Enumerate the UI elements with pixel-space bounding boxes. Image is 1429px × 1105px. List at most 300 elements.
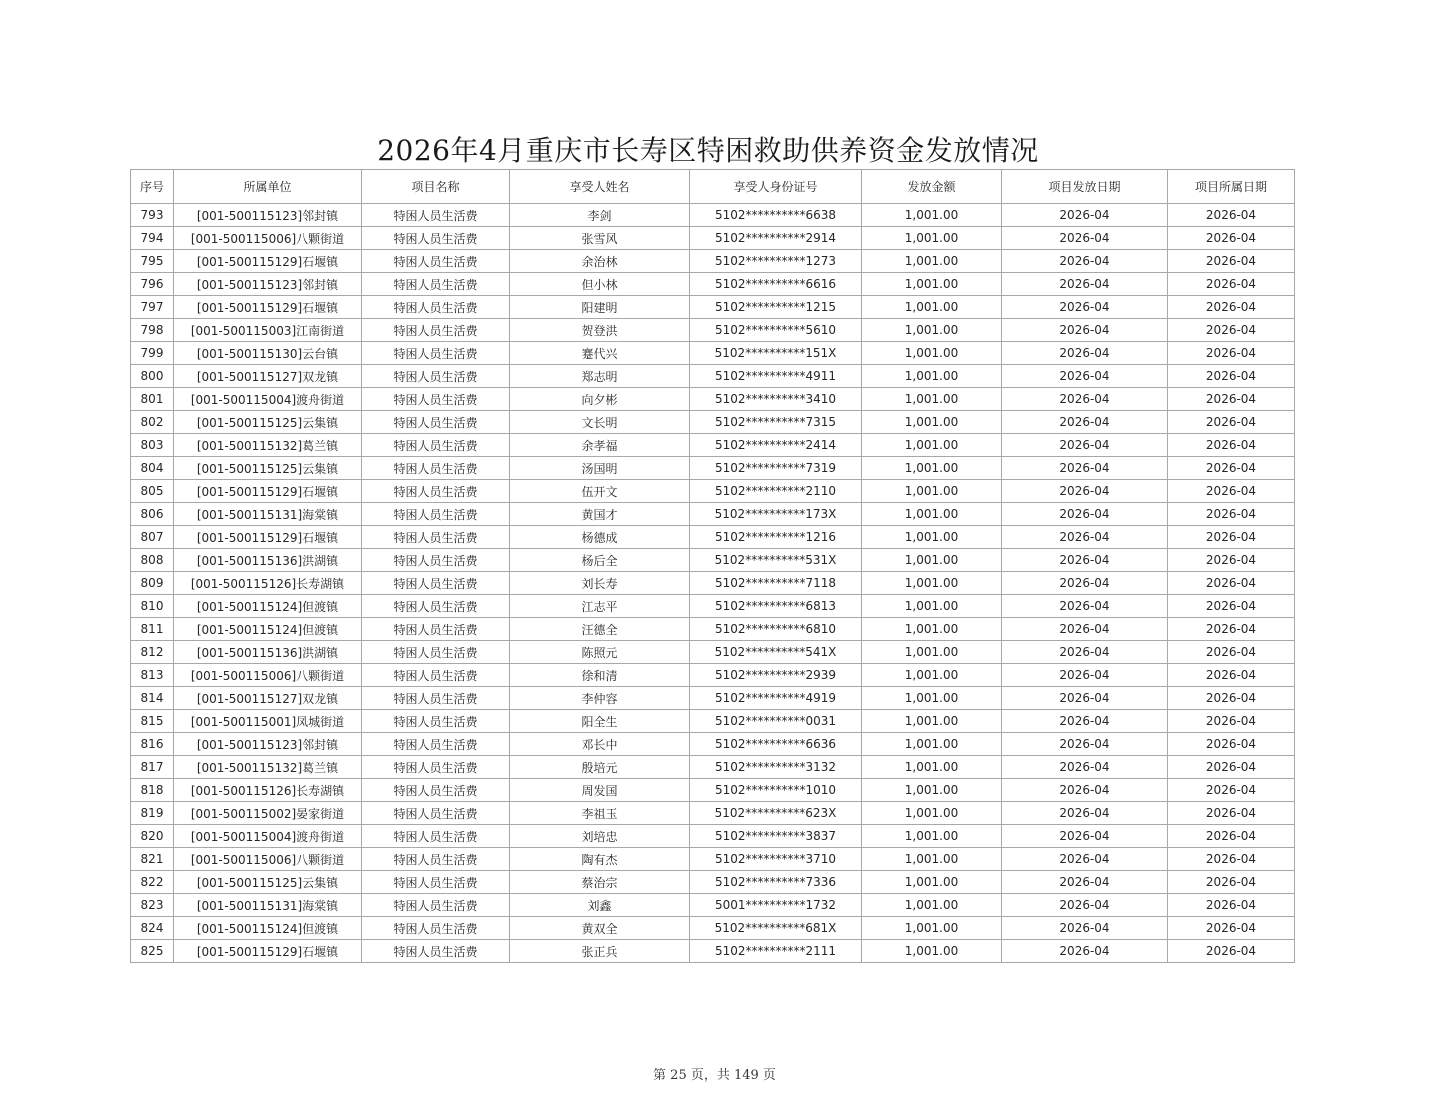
cell-unit: [001-500115124]但渡镇 [174, 917, 362, 940]
cell-amount: 1,001.00 [862, 273, 1002, 296]
cell-id-number: 5102**********3710 [690, 848, 862, 871]
cell-id-number: 5102**********623X [690, 802, 862, 825]
column-header-index: 序号 [131, 170, 174, 204]
cell-id-number: 5102**********7315 [690, 411, 862, 434]
cell-project: 特困人员生活费 [362, 319, 510, 342]
cell-name: 李仲容 [510, 687, 690, 710]
cell-index: 810 [131, 595, 174, 618]
table-row [131, 204, 1295, 227]
cell-project: 特困人员生活费 [362, 894, 510, 917]
cell-period-date: 2026-04 [1168, 595, 1295, 618]
cell-project: 特困人员生活费 [362, 779, 510, 802]
cell-period-date: 2026-04 [1168, 365, 1295, 388]
cell-name: 李祖玉 [510, 802, 690, 825]
cell-period-date: 2026-04 [1168, 802, 1295, 825]
cell-project: 特困人员生活费 [362, 940, 510, 963]
cell-project: 特困人员生活费 [362, 250, 510, 273]
cell-index: 808 [131, 549, 174, 572]
cell-id-number: 5102**********2914 [690, 227, 862, 250]
cell-id-number: 5102**********3132 [690, 756, 862, 779]
table-row [131, 894, 1295, 917]
cell-period-date: 2026-04 [1168, 664, 1295, 687]
cell-id-number: 5102**********7118 [690, 572, 862, 595]
cell-id-number: 5102**********1215 [690, 296, 862, 319]
cell-amount: 1,001.00 [862, 871, 1002, 894]
cell-amount: 1,001.00 [862, 664, 1002, 687]
table-row [131, 227, 1295, 250]
cell-unit: [001-500115125]云集镇 [174, 457, 362, 480]
cell-period-date: 2026-04 [1168, 526, 1295, 549]
cell-project: 特困人员生活费 [362, 457, 510, 480]
cell-index: 822 [131, 871, 174, 894]
cell-index: 802 [131, 411, 174, 434]
cell-amount: 1,001.00 [862, 641, 1002, 664]
cell-unit: [001-500115132]葛兰镇 [174, 756, 362, 779]
cell-period-date: 2026-04 [1168, 457, 1295, 480]
cell-period-date: 2026-04 [1168, 227, 1295, 250]
cell-period-date: 2026-04 [1168, 411, 1295, 434]
cell-project: 特困人员生活费 [362, 572, 510, 595]
cell-name: 江志平 [510, 595, 690, 618]
cell-period-date: 2026-04 [1168, 779, 1295, 802]
cell-issue-date: 2026-04 [1002, 204, 1168, 227]
cell-name: 周发国 [510, 779, 690, 802]
table-row [131, 296, 1295, 319]
table-row [131, 342, 1295, 365]
table-row [131, 940, 1295, 963]
cell-issue-date: 2026-04 [1002, 664, 1168, 687]
cell-period-date: 2026-04 [1168, 549, 1295, 572]
cell-project: 特困人员生活费 [362, 434, 510, 457]
column-header-period-date: 项目所属日期 [1168, 170, 1295, 204]
cell-period-date: 2026-04 [1168, 687, 1295, 710]
cell-index: 803 [131, 434, 174, 457]
data-table [130, 169, 1295, 963]
cell-index: 812 [131, 641, 174, 664]
cell-amount: 1,001.00 [862, 480, 1002, 503]
cell-project: 特困人员生活费 [362, 595, 510, 618]
cell-id-number: 5102**********6813 [690, 595, 862, 618]
table-row [131, 756, 1295, 779]
cell-id-number: 5102**********173X [690, 503, 862, 526]
cell-amount: 1,001.00 [862, 227, 1002, 250]
cell-index: 825 [131, 940, 174, 963]
cell-unit: [001-500115124]但渡镇 [174, 595, 362, 618]
column-header-issue-date: 项目发放日期 [1002, 170, 1168, 204]
cell-amount: 1,001.00 [862, 894, 1002, 917]
cell-id-number: 5102**********3410 [690, 388, 862, 411]
cell-name: 邓长中 [510, 733, 690, 756]
cell-project: 特困人员生活费 [362, 526, 510, 549]
cell-name: 余治林 [510, 250, 690, 273]
cell-id-number: 5102**********2939 [690, 664, 862, 687]
table-row [131, 848, 1295, 871]
cell-amount: 1,001.00 [862, 940, 1002, 963]
cell-project: 特困人员生活费 [362, 411, 510, 434]
cell-project: 特困人员生活费 [362, 480, 510, 503]
cell-name: 黄双全 [510, 917, 690, 940]
cell-period-date: 2026-04 [1168, 848, 1295, 871]
cell-project: 特困人员生活费 [362, 549, 510, 572]
cell-id-number: 5102**********2414 [690, 434, 862, 457]
cell-name: 陶有杰 [510, 848, 690, 871]
cell-unit: [001-500115132]葛兰镇 [174, 434, 362, 457]
cell-unit: [001-500115006]八颗街道 [174, 227, 362, 250]
table-row [131, 250, 1295, 273]
cell-id-number: 5102**********541X [690, 641, 862, 664]
cell-amount: 1,001.00 [862, 825, 1002, 848]
cell-period-date: 2026-04 [1168, 572, 1295, 595]
cell-period-date: 2026-04 [1168, 871, 1295, 894]
cell-name: 黄国才 [510, 503, 690, 526]
cell-unit: [001-500115136]洪湖镇 [174, 549, 362, 572]
cell-period-date: 2026-04 [1168, 296, 1295, 319]
cell-id-number: 5102**********531X [690, 549, 862, 572]
cell-index: 799 [131, 342, 174, 365]
cell-issue-date: 2026-04 [1002, 825, 1168, 848]
cell-id-number: 5102**********6638 [690, 204, 862, 227]
cell-issue-date: 2026-04 [1002, 779, 1168, 802]
cell-amount: 1,001.00 [862, 457, 1002, 480]
cell-issue-date: 2026-04 [1002, 434, 1168, 457]
cell-name: 阳全生 [510, 710, 690, 733]
cell-period-date: 2026-04 [1168, 319, 1295, 342]
cell-unit: [001-500115123]邻封镇 [174, 733, 362, 756]
cell-issue-date: 2026-04 [1002, 411, 1168, 434]
table-row [131, 526, 1295, 549]
table-row [131, 595, 1295, 618]
cell-project: 特困人员生活费 [362, 802, 510, 825]
cell-issue-date: 2026-04 [1002, 848, 1168, 871]
cell-period-date: 2026-04 [1168, 250, 1295, 273]
cell-issue-date: 2026-04 [1002, 365, 1168, 388]
cell-project: 特困人员生活费 [362, 917, 510, 940]
cell-issue-date: 2026-04 [1002, 894, 1168, 917]
cell-index: 820 [131, 825, 174, 848]
cell-issue-date: 2026-04 [1002, 641, 1168, 664]
cell-issue-date: 2026-04 [1002, 618, 1168, 641]
cell-project: 特困人员生活费 [362, 273, 510, 296]
cell-index: 823 [131, 894, 174, 917]
cell-issue-date: 2026-04 [1002, 733, 1168, 756]
cell-issue-date: 2026-04 [1002, 342, 1168, 365]
page-number: 第 25 页，共 149 页 [653, 1068, 776, 1083]
table-row [131, 365, 1295, 388]
cell-index: 795 [131, 250, 174, 273]
cell-amount: 1,001.00 [862, 687, 1002, 710]
cell-index: 804 [131, 457, 174, 480]
column-header-amount: 发放金额 [862, 170, 1002, 204]
cell-amount: 1,001.00 [862, 756, 1002, 779]
cell-index: 807 [131, 526, 174, 549]
cell-project: 特困人员生活费 [362, 618, 510, 641]
cell-name: 阳建明 [510, 296, 690, 319]
cell-amount: 1,001.00 [862, 802, 1002, 825]
cell-project: 特困人员生活费 [362, 227, 510, 250]
cell-project: 特困人员生活费 [362, 365, 510, 388]
cell-index: 811 [131, 618, 174, 641]
cell-id-number: 5102**********6636 [690, 733, 862, 756]
cell-amount: 1,001.00 [862, 848, 1002, 871]
cell-id-number: 5102**********6810 [690, 618, 862, 641]
cell-amount: 1,001.00 [862, 779, 1002, 802]
cell-project: 特困人员生活费 [362, 503, 510, 526]
cell-period-date: 2026-04 [1168, 641, 1295, 664]
cell-issue-date: 2026-04 [1002, 526, 1168, 549]
table-row [131, 434, 1295, 457]
cell-issue-date: 2026-04 [1002, 756, 1168, 779]
cell-id-number: 5102**********2110 [690, 480, 862, 503]
cell-period-date: 2026-04 [1168, 434, 1295, 457]
cell-name: 张雪风 [510, 227, 690, 250]
table-row [131, 388, 1295, 411]
cell-issue-date: 2026-04 [1002, 710, 1168, 733]
cell-amount: 1,001.00 [862, 365, 1002, 388]
cell-name: 郑志明 [510, 365, 690, 388]
cell-index: 824 [131, 917, 174, 940]
cell-period-date: 2026-04 [1168, 825, 1295, 848]
cell-project: 特困人员生活费 [362, 204, 510, 227]
cell-amount: 1,001.00 [862, 710, 1002, 733]
table-row [131, 457, 1295, 480]
cell-project: 特困人员生活费 [362, 664, 510, 687]
cell-unit: [001-500115129]石堰镇 [174, 480, 362, 503]
cell-amount: 1,001.00 [862, 618, 1002, 641]
cell-name: 蹇代兴 [510, 342, 690, 365]
cell-id-number: 5001**********1732 [690, 894, 862, 917]
cell-amount: 1,001.00 [862, 595, 1002, 618]
cell-project: 特困人员生活费 [362, 710, 510, 733]
table-row [131, 319, 1295, 342]
cell-index: 794 [131, 227, 174, 250]
cell-index: 818 [131, 779, 174, 802]
cell-id-number: 5102**********4919 [690, 687, 862, 710]
cell-issue-date: 2026-04 [1002, 917, 1168, 940]
cell-name: 贺登洪 [510, 319, 690, 342]
cell-index: 806 [131, 503, 174, 526]
cell-index: 809 [131, 572, 174, 595]
cell-amount: 1,001.00 [862, 917, 1002, 940]
cell-index: 817 [131, 756, 174, 779]
cell-name: 张正兵 [510, 940, 690, 963]
cell-index: 800 [131, 365, 174, 388]
cell-project: 特困人员生活费 [362, 825, 510, 848]
cell-issue-date: 2026-04 [1002, 480, 1168, 503]
cell-name: 但小林 [510, 273, 690, 296]
cell-id-number: 5102**********1010 [690, 779, 862, 802]
table-row [131, 871, 1295, 894]
cell-unit: [001-500115001]凤城街道 [174, 710, 362, 733]
cell-name: 杨后全 [510, 549, 690, 572]
cell-unit: [001-500115130]云台镇 [174, 342, 362, 365]
cell-issue-date: 2026-04 [1002, 687, 1168, 710]
cell-project: 特困人员生活费 [362, 296, 510, 319]
table-row [131, 710, 1295, 733]
cell-id-number: 5102**********5610 [690, 319, 862, 342]
cell-name: 汤国明 [510, 457, 690, 480]
cell-amount: 1,001.00 [862, 319, 1002, 342]
cell-amount: 1,001.00 [862, 526, 1002, 549]
cell-issue-date: 2026-04 [1002, 457, 1168, 480]
cell-period-date: 2026-04 [1168, 618, 1295, 641]
cell-index: 813 [131, 664, 174, 687]
cell-amount: 1,001.00 [862, 204, 1002, 227]
cell-id-number: 5102**********681X [690, 917, 862, 940]
page-title: 2026年4月重庆市长寿区特困救助供养资金发放情况 [377, 134, 1039, 167]
cell-unit: [001-500115124]但渡镇 [174, 618, 362, 641]
cell-id-number: 5102**********7319 [690, 457, 862, 480]
cell-name: 向夕彬 [510, 388, 690, 411]
column-header-id-number: 享受人身份证号 [690, 170, 862, 204]
cell-unit: [001-500115129]石堰镇 [174, 526, 362, 549]
cell-index: 801 [131, 388, 174, 411]
cell-unit: [001-500115002]晏家街道 [174, 802, 362, 825]
cell-name: 刘培忠 [510, 825, 690, 848]
cell-amount: 1,001.00 [862, 503, 1002, 526]
cell-period-date: 2026-04 [1168, 894, 1295, 917]
table-row [131, 917, 1295, 940]
table-row [131, 503, 1295, 526]
table-row [131, 480, 1295, 503]
cell-id-number: 5102**********1273 [690, 250, 862, 273]
cell-period-date: 2026-04 [1168, 917, 1295, 940]
cell-name: 汪德全 [510, 618, 690, 641]
table-row [131, 549, 1295, 572]
cell-issue-date: 2026-04 [1002, 940, 1168, 963]
cell-index: 816 [131, 733, 174, 756]
cell-unit: [001-500115125]云集镇 [174, 871, 362, 894]
cell-name: 刘长寿 [510, 572, 690, 595]
cell-period-date: 2026-04 [1168, 480, 1295, 503]
cell-issue-date: 2026-04 [1002, 227, 1168, 250]
cell-unit: [001-500115129]石堰镇 [174, 296, 362, 319]
cell-unit: [001-500115006]八颗街道 [174, 664, 362, 687]
cell-unit: [001-500115129]石堰镇 [174, 250, 362, 273]
cell-project: 特困人员生活费 [362, 687, 510, 710]
table-row [131, 825, 1295, 848]
cell-issue-date: 2026-04 [1002, 388, 1168, 411]
cell-period-date: 2026-04 [1168, 204, 1295, 227]
cell-issue-date: 2026-04 [1002, 549, 1168, 572]
cell-period-date: 2026-04 [1168, 710, 1295, 733]
table-row [131, 411, 1295, 434]
table-body [131, 204, 1295, 963]
cell-issue-date: 2026-04 [1002, 319, 1168, 342]
cell-name: 李剑 [510, 204, 690, 227]
cell-unit: [001-500115127]双龙镇 [174, 687, 362, 710]
cell-index: 793 [131, 204, 174, 227]
cell-name: 文长明 [510, 411, 690, 434]
cell-issue-date: 2026-04 [1002, 250, 1168, 273]
cell-id-number: 5102**********1216 [690, 526, 862, 549]
table-row [131, 618, 1295, 641]
cell-name: 殷培元 [510, 756, 690, 779]
table-row [131, 802, 1295, 825]
cell-issue-date: 2026-04 [1002, 273, 1168, 296]
cell-id-number: 5102**********151X [690, 342, 862, 365]
column-header-unit: 所属单位 [174, 170, 362, 204]
table-row [131, 273, 1295, 296]
cell-amount: 1,001.00 [862, 296, 1002, 319]
cell-amount: 1,001.00 [862, 434, 1002, 457]
cell-unit: [001-500115123]邻封镇 [174, 204, 362, 227]
cell-id-number: 5102**********0031 [690, 710, 862, 733]
cell-index: 815 [131, 710, 174, 733]
cell-name: 杨德成 [510, 526, 690, 549]
cell-issue-date: 2026-04 [1002, 572, 1168, 595]
table-row [131, 572, 1295, 595]
cell-unit: [001-500115125]云集镇 [174, 411, 362, 434]
cell-issue-date: 2026-04 [1002, 802, 1168, 825]
cell-project: 特困人员生活费 [362, 756, 510, 779]
cell-unit: [001-500115136]洪湖镇 [174, 641, 362, 664]
cell-unit: [001-500115004]渡舟街道 [174, 388, 362, 411]
cell-issue-date: 2026-04 [1002, 595, 1168, 618]
cell-unit: [001-500115127]双龙镇 [174, 365, 362, 388]
cell-id-number: 5102**********3837 [690, 825, 862, 848]
column-header-name: 享受人姓名 [510, 170, 690, 204]
cell-unit: [001-500115131]海棠镇 [174, 894, 362, 917]
table-row [131, 687, 1295, 710]
cell-period-date: 2026-04 [1168, 733, 1295, 756]
cell-period-date: 2026-04 [1168, 756, 1295, 779]
cell-index: 821 [131, 848, 174, 871]
cell-amount: 1,001.00 [862, 733, 1002, 756]
cell-name: 伍开文 [510, 480, 690, 503]
table-row [131, 641, 1295, 664]
cell-issue-date: 2026-04 [1002, 871, 1168, 894]
table-row [131, 664, 1295, 687]
cell-index: 798 [131, 319, 174, 342]
cell-name: 蔡治宗 [510, 871, 690, 894]
cell-project: 特困人员生活费 [362, 733, 510, 756]
cell-project: 特困人员生活费 [362, 641, 510, 664]
cell-index: 805 [131, 480, 174, 503]
cell-unit: [001-500115126]长寿湖镇 [174, 779, 362, 802]
cell-amount: 1,001.00 [862, 549, 1002, 572]
cell-period-date: 2026-04 [1168, 503, 1295, 526]
cell-unit: [001-500115006]八颗街道 [174, 848, 362, 871]
cell-name: 徐和清 [510, 664, 690, 687]
cell-amount: 1,001.00 [862, 342, 1002, 365]
cell-project: 特困人员生活费 [362, 342, 510, 365]
cell-issue-date: 2026-04 [1002, 296, 1168, 319]
cell-index: 819 [131, 802, 174, 825]
cell-project: 特困人员生活费 [362, 848, 510, 871]
cell-id-number: 5102**********2111 [690, 940, 862, 963]
cell-amount: 1,001.00 [862, 572, 1002, 595]
cell-name: 陈照元 [510, 641, 690, 664]
cell-amount: 1,001.00 [862, 388, 1002, 411]
table-row [131, 733, 1295, 756]
cell-unit: [001-500115004]渡舟街道 [174, 825, 362, 848]
cell-period-date: 2026-04 [1168, 388, 1295, 411]
cell-index: 814 [131, 687, 174, 710]
cell-project: 特困人员生活费 [362, 871, 510, 894]
cell-unit: [001-500115123]邻封镇 [174, 273, 362, 296]
cell-period-date: 2026-04 [1168, 342, 1295, 365]
cell-amount: 1,001.00 [862, 250, 1002, 273]
cell-period-date: 2026-04 [1168, 273, 1295, 296]
cell-index: 797 [131, 296, 174, 319]
cell-unit: [001-500115131]海棠镇 [174, 503, 362, 526]
cell-unit: [001-500115129]石堰镇 [174, 940, 362, 963]
cell-issue-date: 2026-04 [1002, 503, 1168, 526]
cell-id-number: 5102**********7336 [690, 871, 862, 894]
cell-id-number: 5102**********6616 [690, 273, 862, 296]
cell-project: 特困人员生活费 [362, 388, 510, 411]
cell-index: 796 [131, 273, 174, 296]
